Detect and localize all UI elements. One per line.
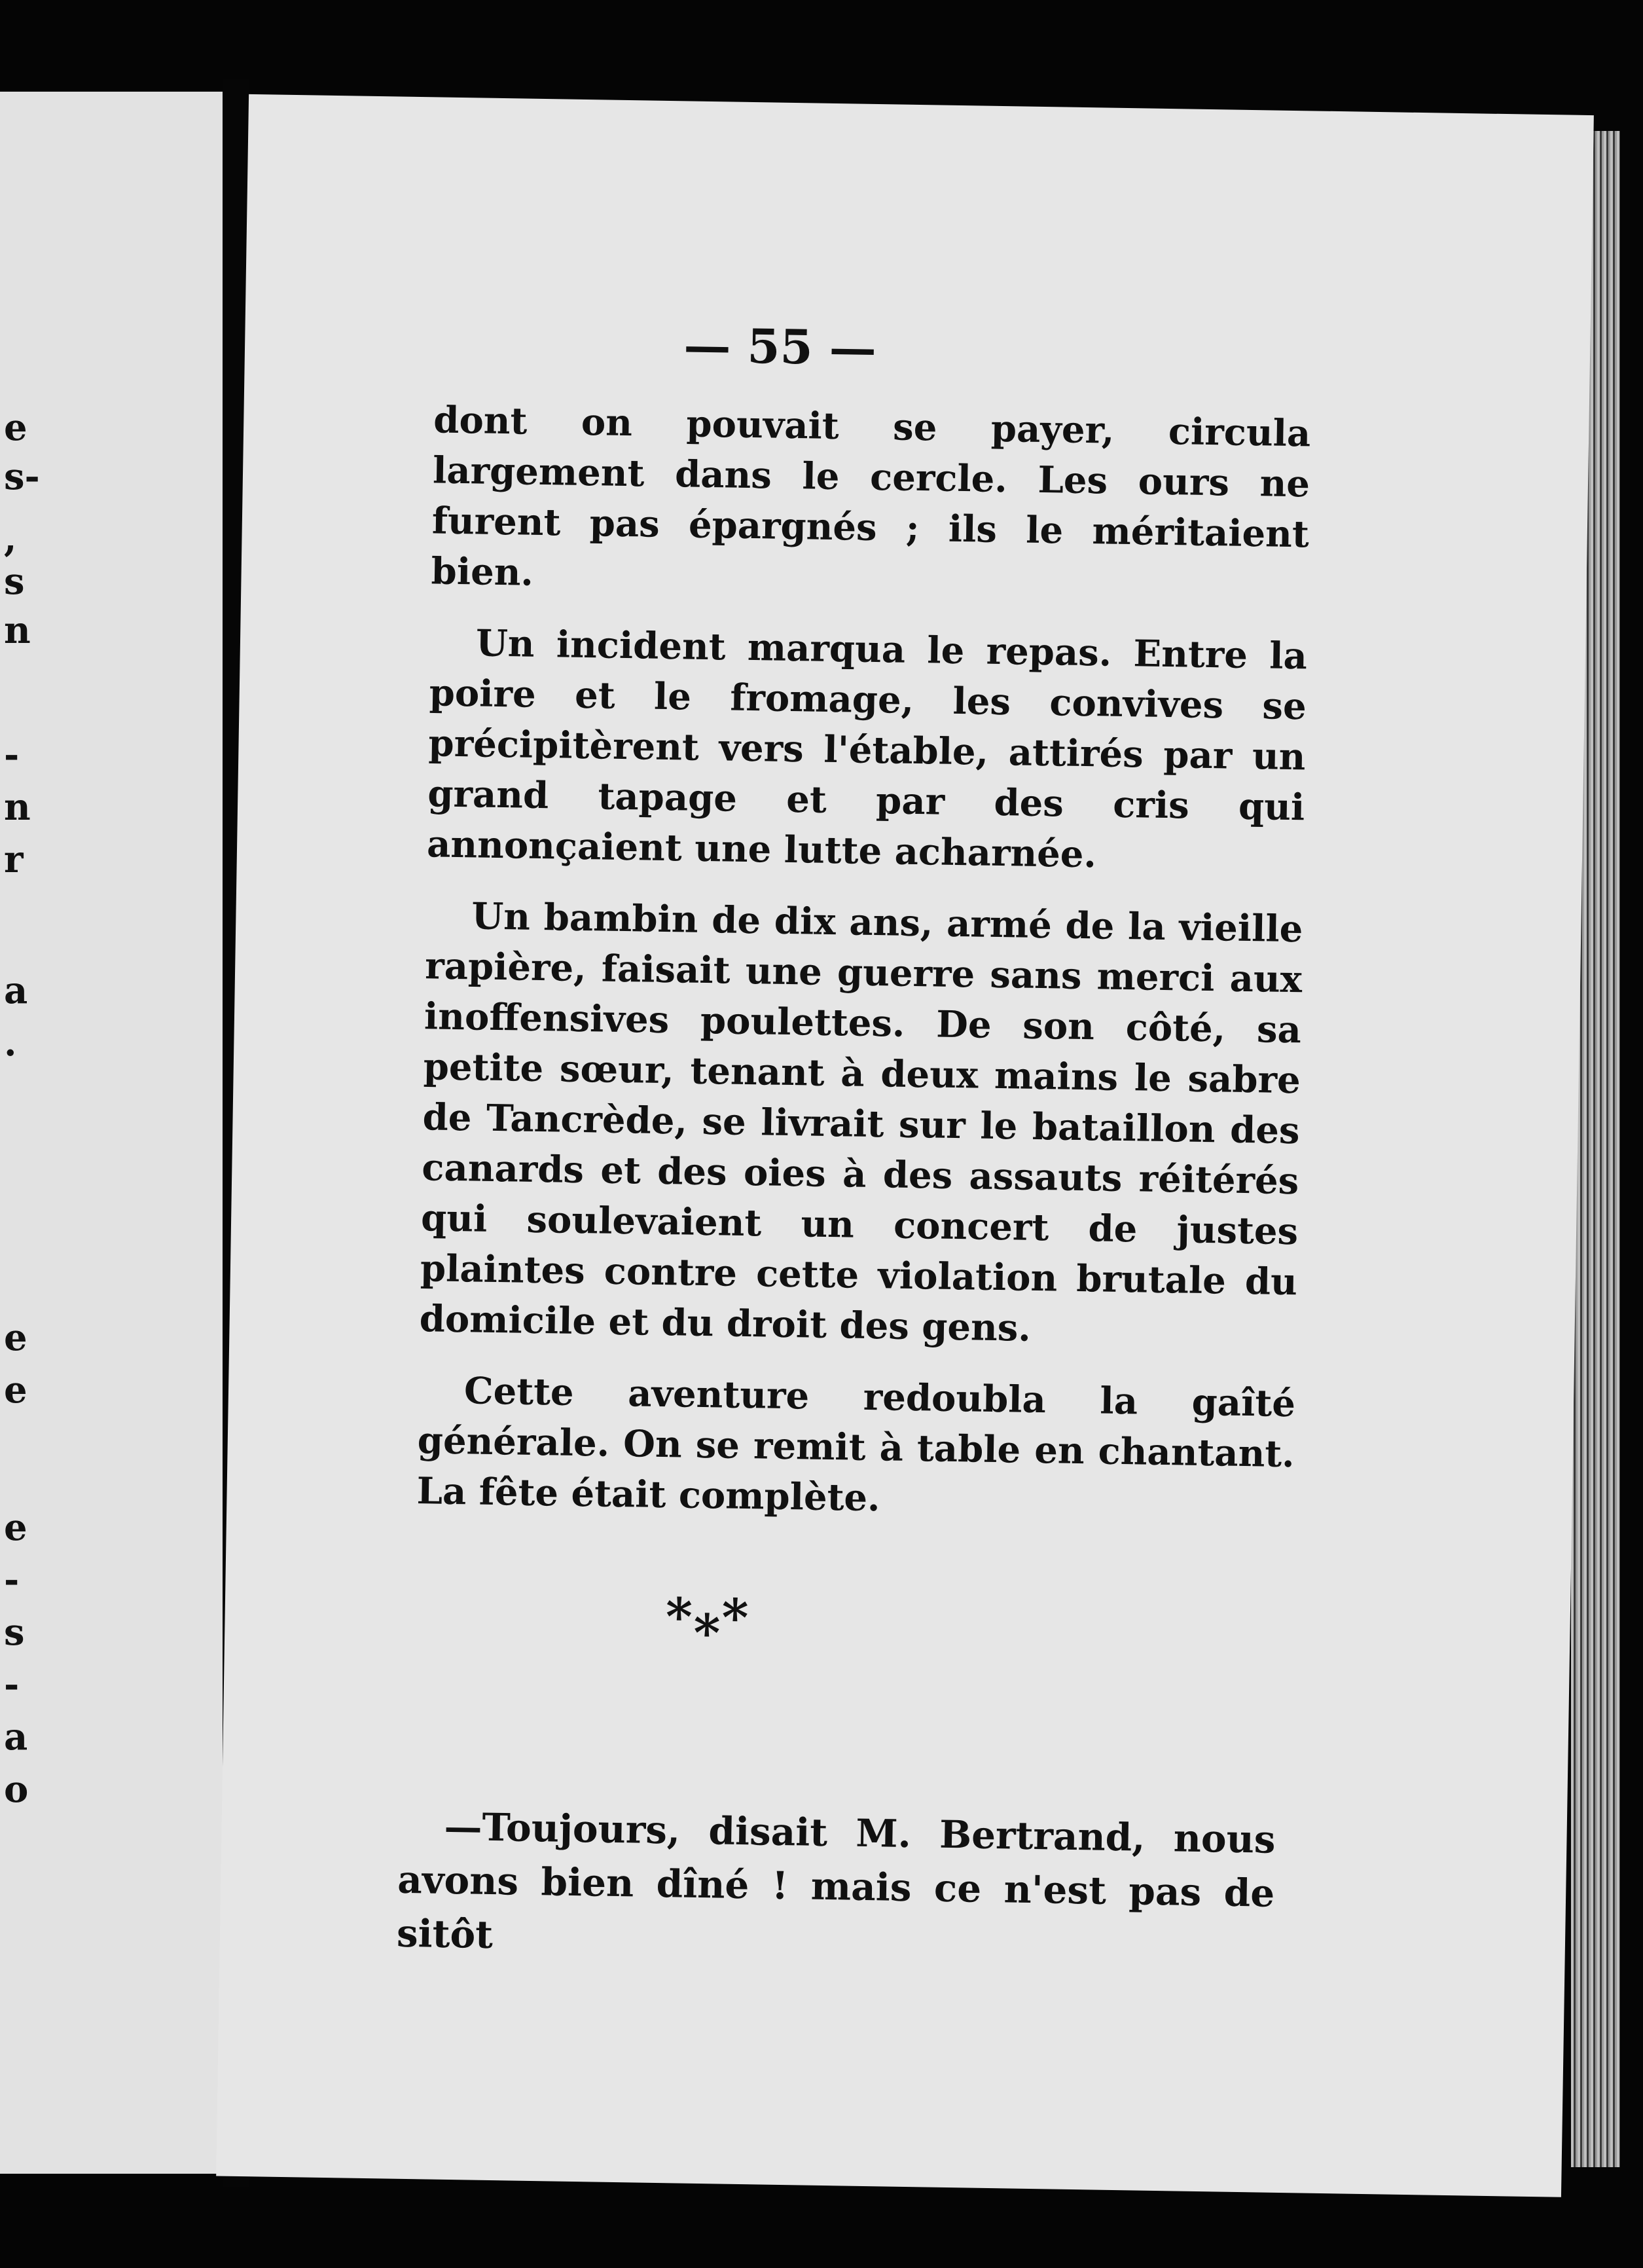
paragraph: Un incident marqua le repas. Entre la poire et le fromage, les convives se précipitèrent vers l'étable, attirés par un grand tapage et par des cris qui annonçaient une lutte acharnée. <box>426 621 1308 877</box>
edge-letter: a <box>4 1715 28 1759</box>
left-page <box>0 92 223 2174</box>
edge-letter: s- <box>4 455 40 498</box>
edge-letter: . <box>4 1021 17 1065</box>
page-number: — 55 — <box>683 317 877 376</box>
paragraph: dont on pouvait se payer, circula largement dans le cercle. Les ours ne furent pas épargnés ; ils le méritaient bien. <box>431 398 1311 594</box>
left-page-edge-text <box>0 92 46 2174</box>
asterisk: * <box>721 1588 751 1649</box>
edge-letter: - <box>4 1558 20 1601</box>
edge-letter: - <box>4 1663 20 1706</box>
asterisk: * <box>665 1587 695 1647</box>
paragraph: Un bambin de dix ans, armé de la vieille rapière, faisait une guerre sans merci aux inoffensives poulettes. De son côté, sa petite sœur, tenant à deux mains le sabre de Tancrède, se livrait sur le bataillon des canards et des oies à des assauts réitérés qui soulevaient un concert de justes plaintes contre cette violation brutale du domicile et du droit des gens. <box>419 894 1303 1350</box>
edge-letter: e <box>4 1506 27 1549</box>
edge-letter: n <box>4 786 31 829</box>
paragraph: Cette aventure redoubla la gaîté générale. On se remit à table en chantant. La fête était complète. <box>416 1369 1296 1520</box>
paragraph: —Toujours, disait M. Bertrand, nous avons bien dîné ! mais ce n'est pas de sitôt <box>396 1804 1276 1958</box>
body-text <box>416 395 1311 1551</box>
closing-text <box>396 1799 1276 1995</box>
edge-letter: e <box>4 1316 27 1359</box>
edge-letter: e <box>4 1368 27 1412</box>
right-page <box>216 94 1594 2197</box>
edge-letter: - <box>4 733 20 777</box>
edge-letter: e <box>4 406 27 449</box>
edge-letter: , <box>4 517 17 560</box>
edge-letter: s <box>4 560 25 603</box>
edge-letter: r <box>4 838 24 881</box>
asterisk: * <box>693 1603 722 1664</box>
edge-letter: o <box>4 1768 29 1811</box>
edge-letter: a <box>4 969 28 1012</box>
asterism-separator <box>35 1577 1381 1664</box>
edge-letter: n <box>4 609 31 652</box>
edge-letter: s <box>4 1611 25 1654</box>
